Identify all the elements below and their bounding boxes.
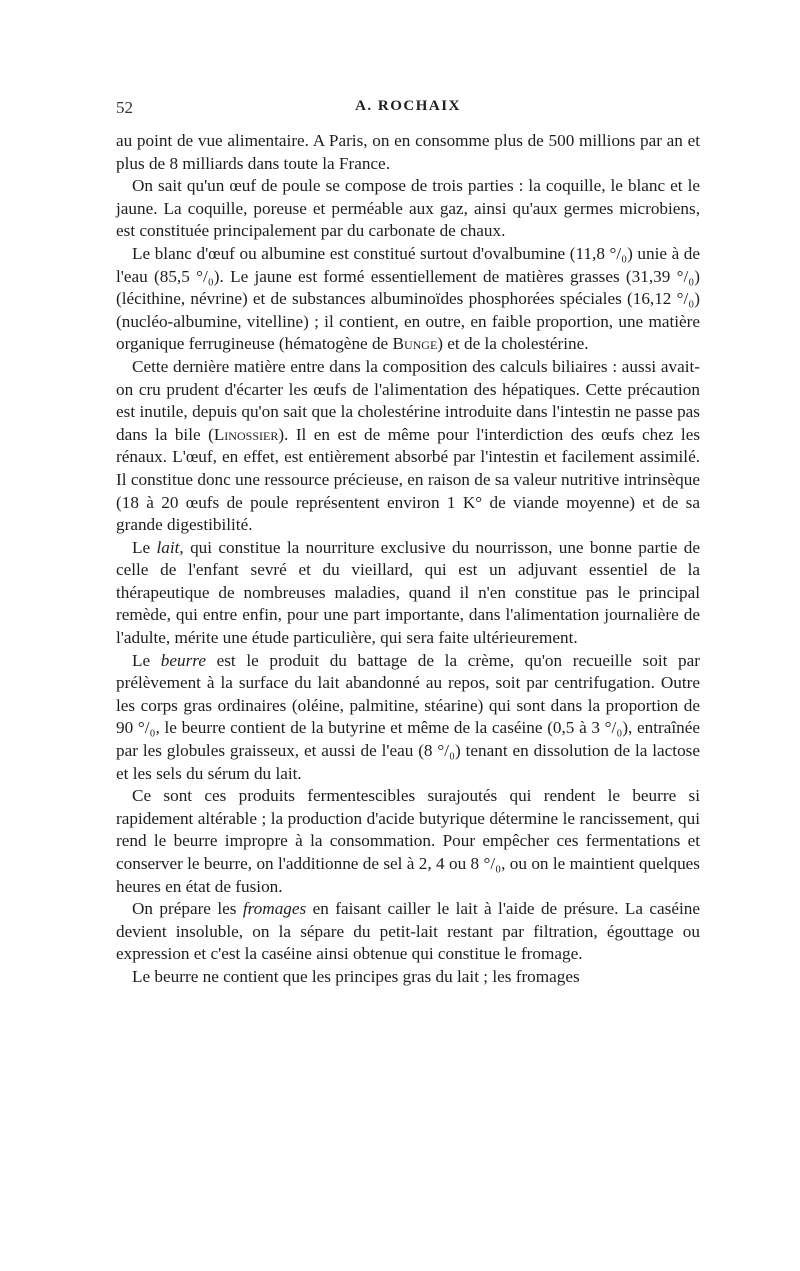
page-number: 52 xyxy=(116,98,133,117)
text-run: Le xyxy=(132,650,161,670)
text-run: au point de vue alimentaire. A Paris, on en consomme plus de 500 millions par an et plus de 8 milliards dans toute la France. xyxy=(116,131,700,173)
emphasis-term: beurre xyxy=(160,650,206,670)
text-run: est le produit du battage de la crème, qu'on recueille soit par prélèvement à la surface du lait abandonné au repos, soit par centrifugation. Outre les corps gras ordinaires (oléine, palmitine, stéarine) qui sont dans la proportion de 90 °/₀, le beurre contient de la butyrine et même de la caséine (0,5 à 3 °/₀), entraînée par les globules graisseux, et aussi de l'eau (8 °/₀) tenant en dissolution de la lactose et les sels du sérum du lait. xyxy=(116,650,700,783)
text-run: On sait qu'un œuf de poule se compose de trois parties : la coquille, le blanc et le jaune. La coquille, poreuse et perméable aux gaz, ainsi qu'aux germes microbiens, est constituée principalement par du carbonate de chaux. xyxy=(116,176,700,241)
text-run: Le blanc d'œuf ou albumine est constitué surtout d'ovalbumine (11,8 °/₀) unie à de l'eau (85,5 °/₀). Le jaune est formé essentiellement de matières grasses (31,39 °/₀) (lécithine, névrine) et de substances albuminoïdes phosphorées spéciales (16,12 °/₀) (nucléo-albumine, vitelline) ; il contient, en outre, en faible proportion, une matière organique ferrugineuse (hématogène de xyxy=(116,243,700,354)
page-header xyxy=(116,94,700,120)
paragraph xyxy=(116,175,700,243)
paragraph xyxy=(116,966,700,989)
text-run: en faisant cailler le lait à l'aide de présure. La caséine devient insoluble, on la sépare du petit-lait restant par filtration, égouttage ou expression et c'est la caséine ainsi obtenue qui constitue le fromage. xyxy=(116,899,700,964)
emphasis-term: fromages xyxy=(242,899,307,919)
text-run: ) et de la cholestérine. xyxy=(437,334,589,354)
text-run: Le beurre ne contient que les principes gras du lait ; les fromages xyxy=(132,966,580,986)
text-run: On prépare les xyxy=(132,899,243,919)
paragraph xyxy=(116,537,700,650)
paragraph xyxy=(116,898,700,966)
author-name: Linossier xyxy=(213,424,279,444)
text-run: Cette dernière matière entre dans la composition des calculs biliaires : aussi avait-on cru prudent d'écarter les œufs de l'alimentation des hépatiques. Cette précaution est inutile, depuis qu'on sait que la cholestérine introduite dans l'intestin ne passe pas dans la bile ( xyxy=(116,356,700,444)
paragraph xyxy=(116,243,700,356)
text-run: Ce sont ces produits fermentescibles surajoutés qui rendent le beurre si rapidement altérable ; la production d'acide butyrique détermine le rancissement, qui rend le beurre impropre à la consommation. Pour empêcher ces fermentations et conserver le beurre, on l'additionne de sel à 2, 4 ou 8 °/₀, ou on le maintient quelques heures en état de fusion. xyxy=(116,786,700,896)
text-run: Le xyxy=(132,537,157,557)
text-run: ). Il en est de même pour l'interdiction des œufs chez les rénaux. L'œuf, en effet, est entièrement absorbé par l'intestin et facilement assimilé. Il constitue donc une ressource précieuse, en raison de sa valeur nutritive intrinsèque (18 à 20 œufs de poule représentent environ 1 K° de viande moyenne) et de sa grande digestibilité. xyxy=(116,424,701,535)
author-name: Bunge xyxy=(392,334,438,354)
paragraph xyxy=(116,650,700,786)
running-head: A. ROCHAIX xyxy=(355,98,461,114)
paragraph xyxy=(116,130,700,175)
paragraph xyxy=(116,356,700,537)
paragraph xyxy=(116,785,700,898)
emphasis-term: lait xyxy=(156,537,180,557)
text-run: , qui constitue la nourriture exclusive du nourrisson, une bonne partie de celle de l'enfant sevré et du vieillard, qui est un adjuvant essentiel de la thérapeutique de nombreuses maladies, quand il n'en constitue pas le principal remède, qui entre enfin, pour une part importante, dans l'alimentation journalière de l'adulte, mérite une étude particulière, qui sera faite ultérieurement. xyxy=(116,537,700,648)
body-text xyxy=(116,130,700,989)
